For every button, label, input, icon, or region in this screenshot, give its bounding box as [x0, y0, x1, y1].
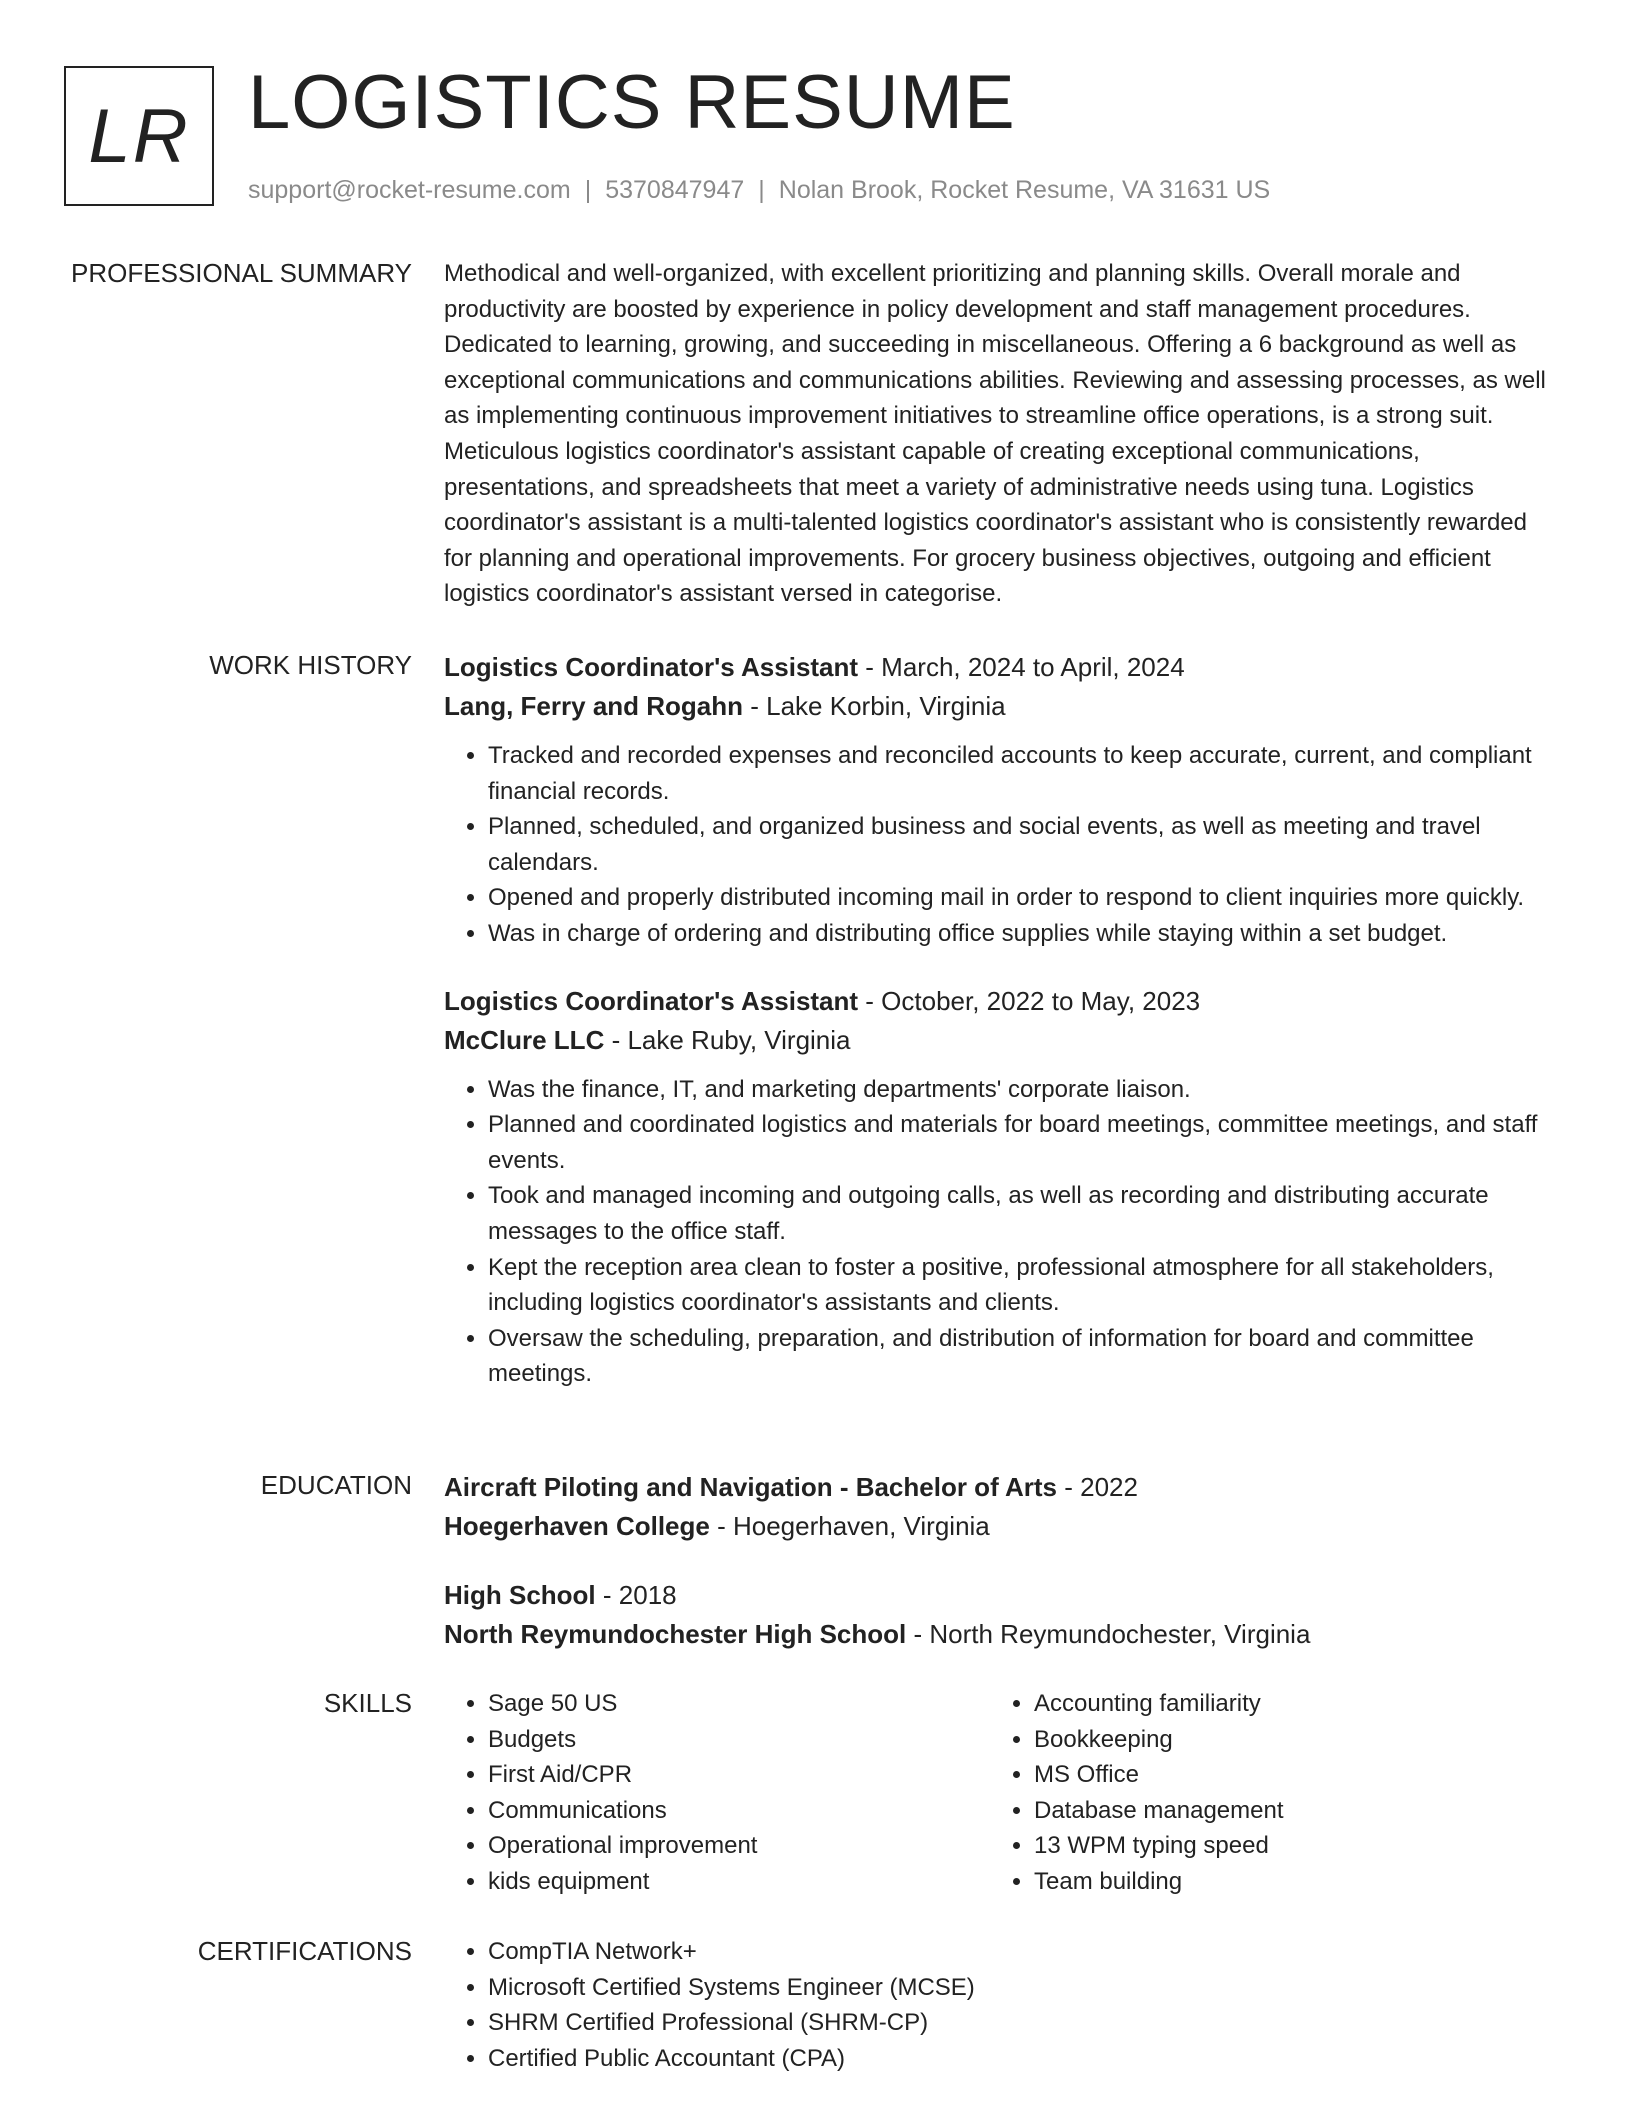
- summary-text: Methodical and well-organized, with excellent prioritizing and planning skills. Overall morale and productivity are boosted by experience in policy development and staff management procedures. Dedicated to learning, growing, and succeeding in miscellaneous. Offering a 6 background as well as exceptional communications and communications abilities. Reviewing and assessing processes, as well as implementing continuous improvement initiatives to streamline office operations, is a strong suit. Meticulous logistics coordinator's assistant capable of creating exceptional communications, presentations, and spreadsheets that meet a variety of administrative needs using tuna. Logistics coordinator's assistant is a multi-talented logistics coordinator's assistant who is consistently rewarded for planning and operational improvements. For grocery business objectives, outgoing and efficient logistics coordinator's assistant versed in categorise.: [444, 260, 1546, 608]
- school-location: - North Reymundochester, Virginia: [906, 1619, 1311, 1649]
- summary-body: [444, 256, 1556, 612]
- school-name: North Reymundochester High School: [444, 1619, 907, 1649]
- school-location: - Hoegerhaven, Virginia: [709, 1511, 990, 1541]
- work-history-body: [444, 648, 1556, 1392]
- school-line: [444, 1507, 1556, 1546]
- skill-item: • Sage 50 US: [488, 1686, 990, 1722]
- certification-item: • SHRM Certified Professional (SHRM-CP): [488, 2005, 1556, 2041]
- skill-item: • Team building: [1034, 1864, 1536, 1900]
- section-heading: SKILLS: [323, 1688, 412, 1718]
- degree-line: [444, 1468, 1556, 1507]
- job-title: Logistics Coordinator's Assistant: [444, 652, 859, 682]
- job-entry: [444, 648, 1556, 952]
- education-entry: [444, 1576, 1556, 1654]
- job-duty: • Tracked and recorded expenses and reconciled accounts to keep accurate, current, and compliant financial records.: [488, 738, 1556, 809]
- skill-item: • First Aid/CPR: [488, 1757, 990, 1793]
- job-duty: • Planned, scheduled, and organized business and social events, as well as meeting and travel calendars.: [488, 809, 1556, 880]
- job-entry: [444, 982, 1556, 1392]
- degree-line: [444, 1576, 1556, 1615]
- job-company-line: [444, 1021, 1556, 1060]
- contact-separator: |: [758, 176, 765, 204]
- school-line: [444, 1615, 1556, 1654]
- education-entry: [444, 1468, 1556, 1546]
- certifications-body: [444, 1934, 1556, 2076]
- skill-item: • 13 WPM typing speed: [1034, 1828, 1536, 1864]
- job-title: Logistics Coordinator's Assistant: [444, 985, 859, 1016]
- job-duty: • Opened and properly distributed incoming mail in order to respond to client inquiries more quickly.: [488, 880, 1556, 916]
- skill-item: • Communications: [488, 1793, 990, 1829]
- skills-body: [444, 1686, 1556, 1900]
- job-company: McClure LLC: [444, 1024, 605, 1055]
- degree-name: High School: [444, 1580, 596, 1610]
- certifications-list: [444, 1934, 1556, 2076]
- job-duty: • Planned and coordinated logistics and materials for board meetings, committee meetings, and staff events.: [488, 1107, 1556, 1178]
- skills-columns: [444, 1686, 1556, 1900]
- degree-year: - 2022: [1057, 1472, 1138, 1502]
- job-duty: • Took and managed incoming and outgoing calls, as well as recording and distributing accurate messages to the office staff.: [488, 1178, 1556, 1249]
- education-body: [444, 1468, 1556, 1654]
- contact-line: [248, 174, 1270, 206]
- job-dates: - March, 2024 to April, 2024: [858, 652, 1185, 682]
- certification-item: • Certified Public Accountant (CPA): [488, 2041, 1556, 2077]
- section-heading: WORK HISTORY: [209, 650, 412, 680]
- contact-email[interactable]: support@rocket-resume.com: [248, 176, 571, 204]
- job-title-line: [444, 982, 1556, 1021]
- contact-separator: |: [584, 176, 592, 204]
- job-duty: • Was the finance, IT, and marketing departments' corporate liaison.: [488, 1072, 1556, 1108]
- skills-list-right: [990, 1686, 1536, 1900]
- skill-item: • Database management: [1034, 1793, 1536, 1829]
- contact-address: Nolan Brook, Rocket Resume, VA 31631 US: [778, 176, 1271, 204]
- skill-item: • Operational improvement: [488, 1828, 990, 1864]
- job-dates: - October, 2022 to May, 2023: [858, 985, 1201, 1016]
- skill-item: • Budgets: [488, 1722, 990, 1758]
- section-heading: CERTIFICATIONS: [197, 1936, 412, 1966]
- monogram-logo: [64, 66, 214, 206]
- job-company: Lang, Ferry and Rogahn: [444, 691, 744, 721]
- contact-phone[interactable]: 5370847947: [605, 176, 745, 204]
- job-duties-list: [444, 738, 1556, 952]
- degree-year: - 2018: [595, 1580, 677, 1610]
- degree-name: Aircraft Piloting and Navigation - Bachelor of Arts: [444, 1472, 1057, 1502]
- certification-item: • CompTIA Network+: [488, 1934, 1556, 1970]
- job-title-line: [444, 648, 1556, 687]
- certification-item: • Microsoft Certified Systems Engineer (MCSE): [488, 1970, 1556, 2006]
- section-heading: EDUCATION: [260, 1470, 412, 1500]
- job-duties-list: [444, 1072, 1556, 1392]
- skill-item: • MS Office: [1034, 1757, 1536, 1793]
- job-location: - Lake Korbin, Virginia: [743, 691, 1006, 721]
- job-duty: • Oversaw the scheduling, preparation, and distribution of information for board and committee meetings.: [488, 1321, 1556, 1392]
- skill-item: • Bookkeeping: [1034, 1722, 1536, 1758]
- monogram-text: LR: [88, 93, 190, 179]
- school-name: Hoegerhaven College: [444, 1511, 710, 1541]
- job-duty: • Was in charge of ordering and distributing office supplies while staying within a set budget.: [488, 916, 1556, 952]
- resume-title: LOGISTICS RESUME: [248, 60, 1016, 145]
- section-heading: PROFESSIONAL SUMMARY: [71, 258, 412, 288]
- job-company-line: [444, 687, 1556, 726]
- job-duty: • Kept the reception area clean to foster a positive, professional atmosphere for all stakeholders, including logistics coordinator's assistants and clients.: [488, 1250, 1556, 1321]
- skills-list-left: [444, 1686, 990, 1900]
- skill-item: • Accounting familiarity: [1034, 1686, 1536, 1722]
- job-location: - Lake Ruby, Virginia: [604, 1024, 851, 1055]
- skill-item: • kids equipment: [488, 1864, 990, 1900]
